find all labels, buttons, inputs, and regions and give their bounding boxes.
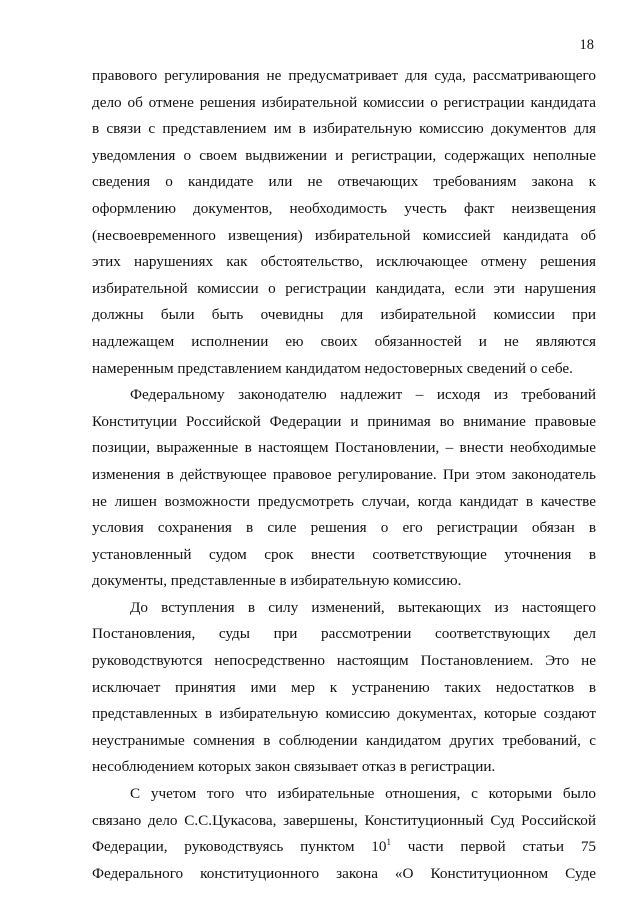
text-line: позиции, выраженные в настоящем Постановлении, – внести необходимые <box>92 439 596 457</box>
text-line: неустранимые сомнения в соблюдении кандидатом других требований, с <box>92 731 596 749</box>
text-line: не лишен возможности предусмотреть случаи, когда кандидат в качестве <box>92 492 596 510</box>
text-line: представленных в избирательную комиссию документах, которые создают <box>92 705 596 723</box>
document-body <box>92 63 596 887</box>
text-line: исключает принятия ими мер к устранению таких недостатков в <box>92 678 596 696</box>
text-line: избирательной комиссии о регистрации кандидата, если эти нарушения <box>92 279 596 297</box>
text-line: До вступления в силу изменений, вытекающих из настоящего <box>130 598 596 616</box>
text-segment: части первой статьи 75 <box>390 838 597 856</box>
page-number: 18 <box>579 37 594 53</box>
paragraph <box>92 63 596 382</box>
text-line: С учетом того что избирательные отношения, с которыми было <box>130 785 596 803</box>
paragraph <box>92 595 596 781</box>
text-line: намеренным представлением кандидатом недостоверных сведений о себе. <box>92 359 573 377</box>
text-line: несоблюдением которых закон связывает отказ в регистрации. <box>92 758 496 776</box>
text-line: установленный судом срок внести соответствующие уточнения в <box>92 545 596 563</box>
text-line: изменения в действующее правовое регулирование. При этом законодатель <box>92 465 596 483</box>
text-line: правового регулирования не предусматривает для суда, рассматривающего <box>92 67 596 84</box>
text-segment: Федерации, руководствуясь пунктом 10 <box>92 838 387 856</box>
text-line: уведомления о своем выдвижении и регистрации, содержащих неполные <box>92 146 596 164</box>
text-line: должны были быть очевидны для избирательной комиссии при <box>92 306 596 324</box>
text-line: оформлению документов, необходимость учесть факт неизвещения <box>92 199 596 217</box>
text-line: дело об отмене решения избирательной комиссии о регистрации кандидата <box>92 93 596 111</box>
text-line: надлежащем исполнении ею своих обязанностей и не являются <box>92 332 596 350</box>
text-line: Постановления, суды при рассмотрении соответствующих дел <box>92 625 596 643</box>
text-line: этих нарушениях как обстоятельство, исключающее отмену решения <box>92 253 596 271</box>
text-line: сведения о кандидате или не отвечающих требованиям закона к <box>92 173 596 191</box>
text-line: (несвоевременного извещения) избирательной комиссией кандидата об <box>92 226 596 244</box>
text-line: Федерального конституционного закона «О Конституционном Суде <box>92 864 596 882</box>
paragraph <box>92 382 596 595</box>
text-line: Конституции Российской Федерации и принимая во внимание правовые <box>92 412 596 430</box>
paragraph <box>92 781 596 887</box>
text-line: документы, представленные в избирательную комиссию. <box>92 572 462 590</box>
text-line: связано дело С.С.Цукасова, завершены, Конституционный Суд Российской <box>92 811 596 829</box>
text-line: руководствуются непосредственно настоящим Постановлением. Это не <box>92 652 596 670</box>
text-line: условия сохранения в силе решения о его регистрации обязан в <box>92 519 596 537</box>
text-line-with-footnote <box>92 834 596 861</box>
text-line: Федеральному законодателю надлежит – исходя из требований <box>130 386 596 404</box>
superscript: 1 <box>386 837 391 848</box>
text-line: в связи с представлением им в избирательную комиссию документов для <box>92 120 596 138</box>
